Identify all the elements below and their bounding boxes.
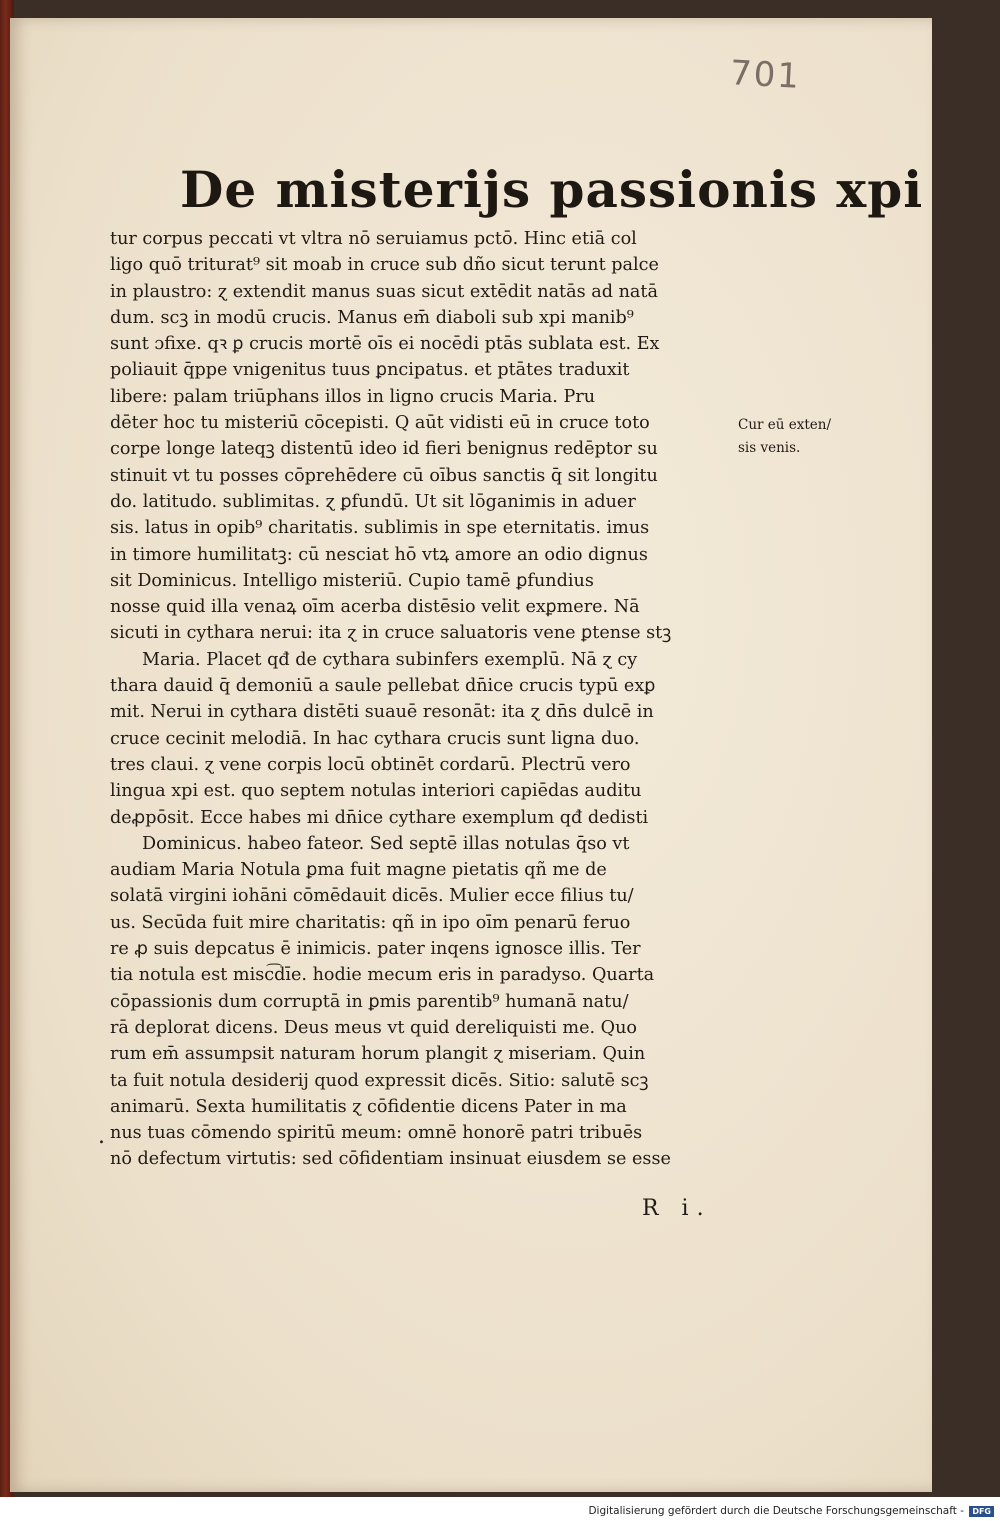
text-line: tres claui. ɀ vene corpis locū obtinēt cordarū. Plectrū vero <box>110 754 631 775</box>
dfg-logo-icon: DFG <box>969 1506 994 1517</box>
text-line: nō defectum virtutis: sed cōfidentiam insinuat eiusdem se esse <box>110 1149 671 1170</box>
paragraph-mark: . <box>98 1124 105 1149</box>
marginal-note <box>738 414 873 460</box>
text-line: do. latitudo. sublimitas. ɀ ꝑfundū. Ut sit lōganimis in aduer <box>110 491 636 512</box>
text-line: in plaustro: ɀ extendit manus suas sicut extēdit natās ad natā <box>110 281 658 302</box>
text-line: us. Secūda fuit mire charitatis: qñ in ipo oīm penarū feruo <box>110 912 631 933</box>
marginal-note-line: sis venis. <box>738 440 801 456</box>
text-line: libere: palam triūphans illos in ligno crucis Maria. Pru <box>110 386 596 407</box>
text-line: solatā virgini iohāni cōmēdauit dicēs. Mulier ecce filius tu/ <box>110 886 634 907</box>
text-line: dum. scꝫ in modū crucis. Manus em̄ diaboli sub xpi manib⁹ <box>110 307 634 328</box>
digitization-credit <box>588 1505 994 1517</box>
credit-text: Digitalisierung gefördert durch die Deutsche Forschungsgemeinschaft - <box>588 1505 964 1517</box>
folio-number: 701 <box>729 53 802 97</box>
text-line: stinuit vt tu posses cōprehēdere cū oībus sanctis q̄ sit longitu <box>110 465 658 486</box>
text-line: lingua xpi est. quo septem notulas interiori capiēdas auditu <box>110 781 642 802</box>
text-line: corpe longe lateqꝫ distentū ideo id fieri benignus redēptor su <box>110 439 658 460</box>
text-line: nus tuas cōmendo spiritū meum: omnē honorē patri tribuēs <box>110 1123 643 1144</box>
text-line: sit Dominicus. Intelligo misteriū. Cupio tamē ꝑfundius <box>110 570 594 591</box>
text-line: mit. Nerui in cythara distēti suauē resonāt: ita ɀ dn̄s dulcē in <box>110 702 654 723</box>
text-line: sunt ɔfixe. qꝛ ꝑ crucis mortē oīs ei nocēdi ptās sublata est. Ex <box>110 334 660 355</box>
text-line: tur corpus peccati vt vltra nō seruiamus pctō. Hinc etiā col <box>110 229 637 249</box>
text-line: ligo quō triturat⁹ sit moab in cruce sub dño sicut terunt palce <box>110 255 659 276</box>
text-line: rum em̄ assumpsit naturam horum plangit ɀ miseriam. Quin <box>110 1044 646 1065</box>
text-line: Maria. Placet qđ de cythara subinfers exemplū. Nā ɀ cy <box>142 649 638 670</box>
text-line: cōpassionis dum corruptā in ꝑmis parentib⁹ humanā natu/ <box>110 991 629 1012</box>
text-line: in timore humilitatꝫ: cū nesciat hō vtꝝ amore an odio dignus <box>110 544 648 565</box>
text-line: rā deplorat dicens. Deus meus vt quid dereliquisti me. Quo <box>110 1017 638 1038</box>
marginal-note-line: Cur eū exten/ <box>738 417 832 433</box>
text-line: sis. latus in opib⁹ charitatis. sublimis in spe eternitatis. imus <box>110 518 650 539</box>
text-line: dēter hoc tu misteriū cōcepisti. Q aūt vidisti eū in cruce toto <box>110 413 650 434</box>
text-line: nosse quid illa venaꝝ oīm acerba distēsio velit exꝑmere. Nā <box>110 597 640 618</box>
text-line: deꝓpōsit. Ecce habes mi dn̄ice cythare exemplum qđ dedisti <box>110 807 649 828</box>
main-text-block <box>110 226 742 1173</box>
signature-mark: R i. <box>642 1196 712 1221</box>
text-line: tia notula est misc͡dīe. hodie mecum eris in paradyso. Quarta <box>110 965 655 986</box>
text-line: cruce cecinit melodiā. In hac cythara crucis sunt ligna duo. <box>110 728 640 749</box>
text-line: animarū. Sexta humilitatis ɀ cōfidentie dicens Pater in ma <box>110 1096 627 1117</box>
text-line: sicuti in cythara nerui: ita ɀ in cruce saluatoris vene ꝑtense stꝫ <box>110 623 672 644</box>
running-title: De misterijs passionis xpi <box>180 160 924 219</box>
text-line: ta fuit notula desiderij quod expressit dicēs. Sitio: salutē scꝫ <box>110 1070 649 1091</box>
text-line: poliauit q̄ppe vnigenitus tuus ꝑncipatus. et ptātes traduxit <box>110 360 630 381</box>
text-line: audiam Maria Notula ꝑma fuit magne pietatis qñ me de <box>110 860 607 881</box>
text-line: Dominicus. habeo fateor. Sed septē illas notulas q̄so vt <box>142 833 630 854</box>
text-line: re ꝓ suis depcatus ē inimicis. pater inqens ignosce illis. Ter <box>110 939 641 960</box>
text-line: thara dauid q̄ demoniū a saule pellebat dn̄ice crucis typū exꝑ <box>110 676 656 697</box>
